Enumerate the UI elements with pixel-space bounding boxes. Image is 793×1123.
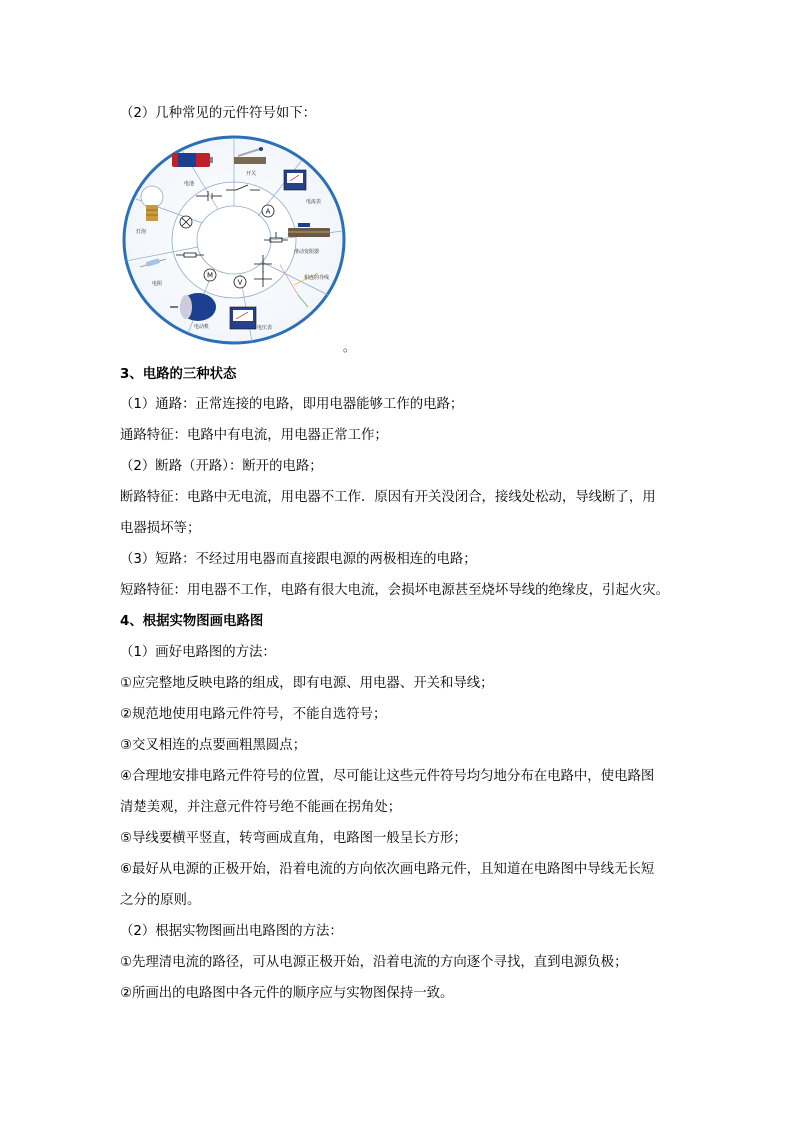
voltmeter-picture (230, 307, 256, 329)
switch-label: 开关 (246, 171, 257, 177)
method-item-4: ④合理地安排电路元件符号的位置，尽可能让这些元件符号均匀地分布在电路中，使电路图 (120, 769, 655, 784)
method2-item-1: ①先理清电流的路径，可从电源正极开始，沿着电流的方向逐个寻找，直到电源负极； (120, 955, 628, 970)
component-symbol-wheel (122, 135, 347, 345)
crossing-wires-label: 相连的导线 (304, 275, 330, 281)
method-item-6: ⑥最好从电源的正极开始，沿着电流的方向依次画电路元件，且知道在电路图中导线无长短 (120, 862, 655, 877)
figure-intro: （2）几种常见的元件符号如下： (120, 106, 316, 121)
resistor-label: 电阻 (152, 281, 163, 287)
open-circuit-feature-cont: 电器损坏等； (120, 521, 201, 536)
ammeter-symbol (262, 205, 274, 217)
svg-text:V: V (237, 278, 243, 287)
battery-picture (172, 153, 213, 167)
short-circuit-feature: 短路特征：用电器不工作，电路有很大电流，会损坏电源甚至烧坏导线的绝缘皮，引起火灾。 (120, 583, 670, 598)
battery-label: 电池 (184, 181, 195, 187)
motor-label: 电动机 (194, 324, 210, 330)
method-heading-2: （2）根据实物图画出电路图的方法： (120, 924, 343, 939)
method-heading-1: （1）画好电路图的方法： (120, 645, 276, 660)
open-circuit-definition: （2）断路（开路）：断开的电路； (120, 459, 323, 474)
method-item-6-cont: 之分的原则。 (120, 893, 201, 908)
method2-item-2: ②所画出的电路图中各元件的顺序应与实物图保持一致。 (120, 986, 454, 1001)
method-item-1: ①应完整地反映电路的组成，即有电源、用电器、开关和导线； (120, 676, 494, 691)
method-item-2: ②规范地使用电路元件符号，不能自选符号； (120, 707, 387, 722)
ammeter-label: 电流表 (306, 199, 322, 205)
figure-period: 。 (343, 340, 356, 354)
method-item-5: ⑤导线要横平竖直，转弯画成直角，电路图一般呈长方形； (120, 831, 467, 846)
closed-circuit-definition: （1）通路：正常连接的电路，即用电器能够工作的电路； (120, 397, 464, 412)
closed-circuit-feature: 通路特征：电路中有电流，用电器正常工作； (120, 428, 388, 443)
voltmeter-symbol (234, 276, 246, 288)
heading-draw-circuit: 4、根据实物图画电路图 (120, 614, 264, 629)
method-item-4-cont: 清楚美观，并注意元件符号绝不能画在拐角处； (120, 800, 402, 815)
rheostat-label: 滑动变阻器 (294, 249, 320, 255)
motor-symbol (204, 269, 216, 281)
lamp-symbol (180, 216, 192, 228)
open-circuit-feature: 断路特征：电路中无电流，用电器不工作．原因有开关没闭合，接线处松动，导线断了，用 (120, 490, 656, 505)
svg-text:A: A (265, 207, 271, 216)
ammeter-picture (284, 170, 306, 190)
heading-circuit-states: 3、电路的三种状态 (120, 367, 237, 382)
short-circuit-definition: （3）短路：不经过用电器而直接跟电源的两极相连的电路； (120, 552, 477, 567)
svg-text:M: M (206, 271, 214, 280)
method-item-3: ③交叉相连的点要画粗黑圆点； (120, 738, 307, 753)
lamp-label: 灯泡 (136, 229, 147, 235)
voltmeter-label: 电压表 (257, 325, 273, 331)
